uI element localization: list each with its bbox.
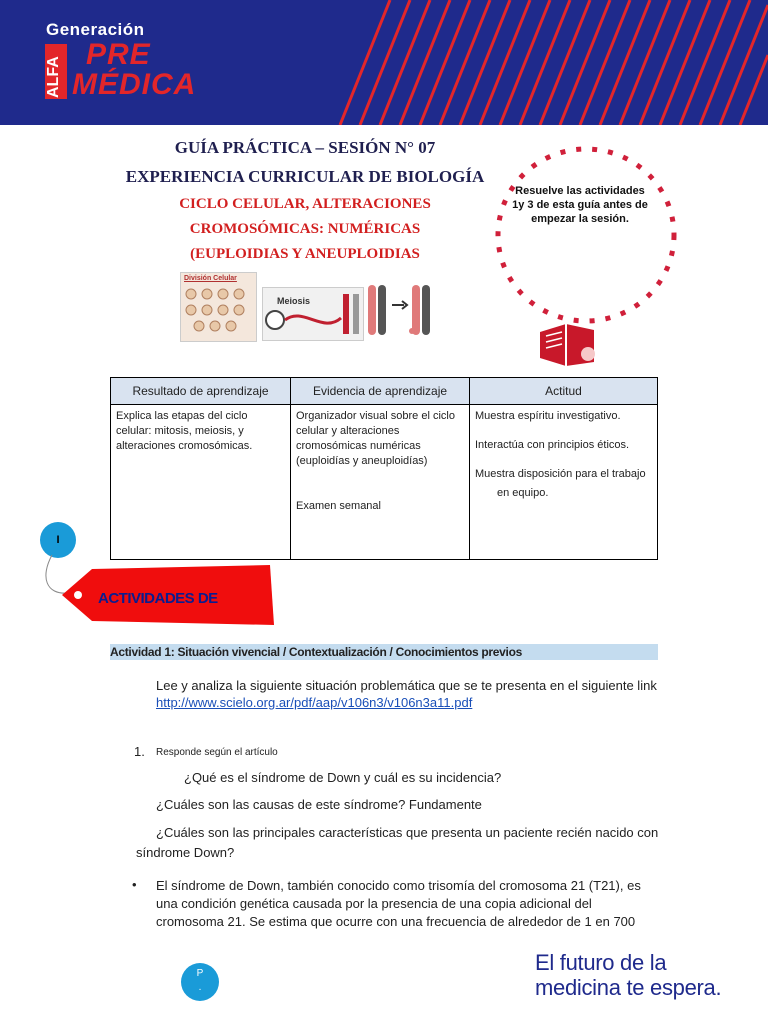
page-label: P [196, 968, 204, 979]
activities-tag-label: ACTIVIDADES DE [98, 590, 218, 607]
banner-stripes-decoration [330, 0, 768, 125]
table-row [111, 405, 658, 560]
header-resultado: Resultado de aprendizaje [111, 378, 291, 405]
answer-line-3: cromosoma 21. Se estima que ocurre con una frecuencia de alrededor de 1 en 700 [156, 914, 636, 929]
table-header-row [111, 378, 658, 405]
learning-outcomes-table [110, 377, 658, 560]
answer-line-1: El síndrome de Down, también conocido como trisomía del cromosoma 21 (T21), es [156, 878, 641, 893]
answer-line-2: una condición genética causada por la presencia de una copia adicional del [156, 896, 592, 911]
header-banner [0, 0, 768, 125]
article-link[interactable]: http://www.scielo.org.ar/pdf/aap/v106n3/v106n3a11.pdf [156, 695, 473, 710]
course-title: EXPERIENCIA CURRICULAR DE BIOLOGÍA [125, 167, 485, 186]
activity-intro: Lee y analiza la siguiente situación problemática que se te presenta en el siguiente link [156, 678, 657, 693]
actitud-text-3b: en equipo. [497, 487, 549, 499]
footer-slogan-line2: medicina te espera. [535, 975, 722, 1000]
footer-slogan [535, 950, 721, 1000]
actitud-item [475, 438, 652, 453]
actitud-cell [470, 405, 658, 560]
resultado-text: Explica las etapas del ciclo celular: mitosis, meiosis, y alteraciones cromosómicas. [116, 410, 253, 452]
header-evidencia: Evidencia de aprendizaje [291, 378, 470, 405]
brand-alfa: ALFA [45, 56, 62, 98]
question-1: ¿Qué es el síndrome de Down y cuál es su incidencia? [184, 770, 502, 785]
cell-division-image-title: División Celular [184, 275, 237, 282]
topic-title-line1: CICLO CELULAR, ALTERACIONES [179, 196, 431, 212]
pre-session-note: Resuelve las actividades 1y 3 de esta guía antes de empezar la sesión. [512, 185, 648, 225]
evidencia-text: Organizador visual sobre el ciclo celular y alteraciones cromosómicas numéricas (euploidías y aneuploidías) [296, 410, 455, 467]
book-icon [536, 318, 600, 368]
actitud-item [475, 409, 652, 424]
topic-title-line2: CROMOSÓMICAS: NUMÉRICAS [189, 221, 421, 237]
cell-division-diagram [181, 284, 256, 336]
resultado-cell [111, 405, 291, 560]
page-number-badge [181, 963, 219, 1001]
page-dot: . [198, 982, 202, 993]
activity-1-title: Actividad 1: Situación vivencial / Contextualización / Conocimientos previos [110, 644, 658, 660]
question-2: ¿Cuáles son las causas de este síndrome? Fundamente [156, 797, 482, 812]
evidencia-cell [291, 405, 470, 560]
cell-division-image [180, 272, 257, 342]
actitud-item [475, 467, 652, 482]
actitud-text-3a: Muestra disposición para el trabajo [475, 468, 646, 480]
actitud-text-1: Muestra espíritu investigativo. [475, 410, 621, 422]
brand-medica: MÉDICA [72, 68, 197, 101]
question-number: 1. [134, 744, 145, 759]
section-number-badge: I [40, 522, 76, 558]
answer-bullet: • [132, 877, 137, 892]
topic-title-line3: (EUPLOIDIAS Y ANEUPLOIDIAS [190, 246, 420, 262]
meiosis-image-title: Meiosis [277, 296, 311, 306]
chromosome-diagram [364, 283, 436, 341]
actitud-text-2: Interactúa con principios éticos. [475, 439, 630, 451]
question-3-line2: síndrome Down? [136, 845, 235, 860]
meiosis-image [262, 287, 364, 341]
guide-title: GUÍA PRÁCTICA – SESIÓN N° 07 [174, 138, 436, 157]
question-heading: Responde según el artículo [156, 747, 278, 758]
footer-slogan-line1: El futuro de la [535, 950, 667, 975]
dotted-circle-decoration [486, 140, 686, 335]
evidencia-exam: Examen semanal [296, 500, 381, 512]
brand-pre: PRE [86, 38, 151, 71]
header-actitud: Actitud [470, 378, 658, 405]
brand-generacion: Generación [46, 20, 145, 39]
question-3-line1: ¿Cuáles son las principales características que presenta un paciente recién nacido con [156, 825, 659, 840]
